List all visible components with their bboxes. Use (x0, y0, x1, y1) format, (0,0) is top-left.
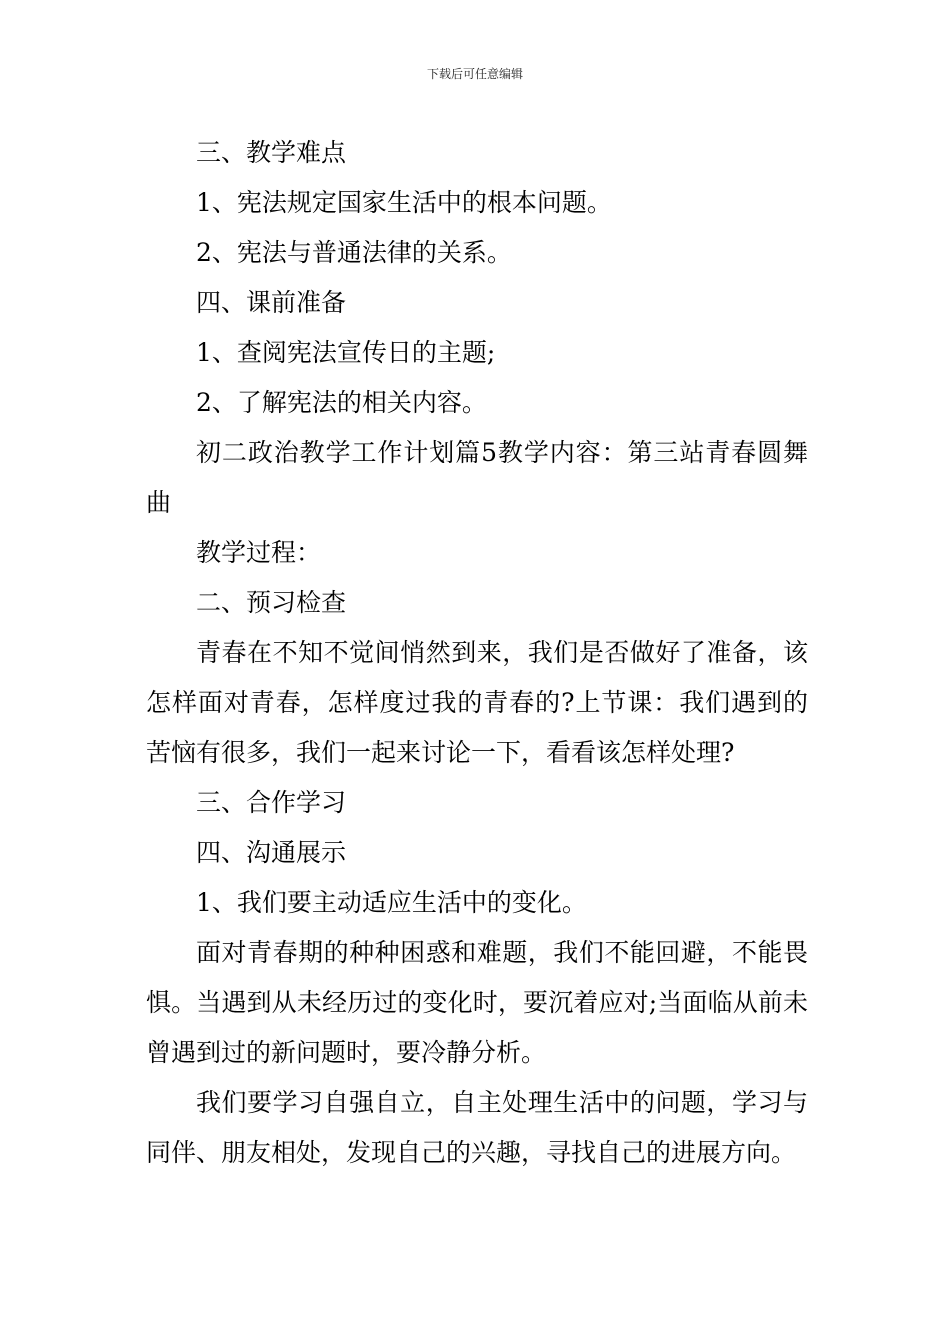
paragraph: 2、了解宪法的相关内容。 (196, 388, 487, 417)
paragraph: 1、我们要主动适应生活中的变化。 (196, 888, 587, 917)
paragraph: 2、宪法与普通法律的关系。 (196, 238, 512, 267)
document-body (146, 128, 808, 1178)
paragraph: 1、宪法规定国家生活中的根本问题。 (196, 188, 612, 217)
paragraph: 初二政治教学工作计划篇5教学内容：第三站青春圆舞曲 (146, 438, 808, 517)
paragraph: 三、合作学习 (196, 788, 347, 817)
paragraph: 教学过程： (196, 538, 322, 567)
paragraph: 三、教学难点 (196, 138, 347, 167)
paragraph: 我们要学习自强自立，自主处理生活中的问题，学习与同伴、朋友相处，发现自己的兴趣，寻找自己的进展方向。 (146, 1088, 808, 1167)
paragraph: 青春在不知不觉间悄然到来，我们是否做好了准备，该怎样面对青春，怎样度过我的青春的?上节课：我们遇到的苦恼有很多，我们一起来讨论一下，看看该怎样处理? (146, 638, 808, 767)
paragraph: 四、沟通展示 (196, 838, 347, 867)
paragraph: 四、课前准备 (196, 288, 347, 317)
paragraph: 二、预习检查 (196, 588, 347, 617)
paragraph: 1、查阅宪法宣传日的主题; (196, 338, 496, 367)
paragraph: 面对青春期的种种困惑和难题，我们不能回避，不能畏惧。当遇到从未经历过的变化时，要沉着应对;当面临从前未曾遇到过的新问题时，要冷静分析。 (146, 938, 808, 1067)
page-header: 下载后可任意编辑 (426, 67, 523, 81)
